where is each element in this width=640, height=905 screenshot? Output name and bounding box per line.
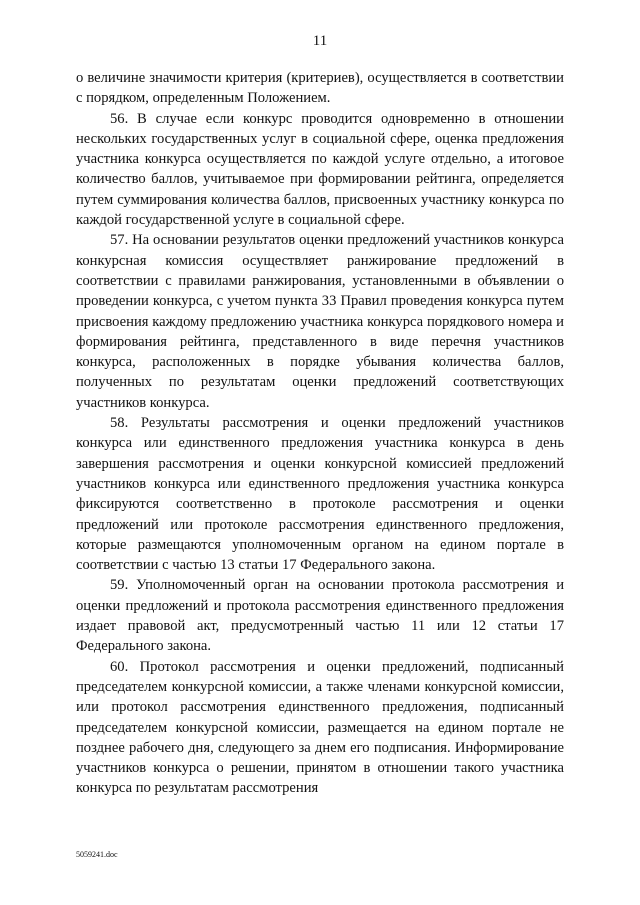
document-body	[76, 68, 564, 799]
paragraph-continuation: о величине значимости критерия (критериев), осуществляется в соответствии с порядком, определенным Положением.	[76, 70, 564, 107]
paragraph-item-58: 58. Результаты рассмотрения и оценки предложений участников конкурса или единственного предложения участника конкурса в день завершения рассмотрения и оценки конкурсной комиссией предложений участников конкурса или единственного предложения участника конкурса фиксируются соответственно в протоколе рассмотрения и оценки предложений или протоколе рассмотрения единственного предложения, которые размещаются уполномоченным органом на едином портале в соответствии с частью 13 статьи 17 Федерального закона.	[76, 415, 564, 574]
paragraph-item-60: 60. Протокол рассмотрения и оценки предложений, подписанный председателем конкурсной комиссии, а также членами конкурсной комиссии, или протокол рассмотрения единственного предложения, подписанный председателем конкурсной комиссии, размещается на едином портале не позднее рабочего дня, следующего за днем его подписания. Информирование участников конкурса о решении, принятом в отношении такого участника конкурса по результатам рассмотрения	[76, 658, 564, 797]
footer-doc-id: 5059241.doc	[76, 850, 118, 859]
paragraph-item-59: 59. Уполномоченный орган на основании протокола рассмотрения и оценки предложений и протокола рассмотрения единственного предложения издает правовой акт, предусмотренный частью 11 или 12 статьи 17 Федерального закона.	[76, 577, 564, 655]
paragraph-item-57: 57. На основании результатов оценки предложений участников конкурса конкурсная комиссия осуществляет ранжирование предложений в соответствии с правилами ранжирования, установленными в объявлении о проведении конкурса, с учетом пункта 33 Правил проведения конкурса путем присвоения каждому предложению участника конкурса порядкового номера и формирования рейтинга, представленного в виде перечня участников конкурса, расположенных в порядке убывания количества баллов, полученных по результатам оценки предложений соответствующих участников конкурса.	[76, 232, 564, 411]
paragraph-item-56: 56. В случае если конкурс проводится одновременно в отношении нескольких государственных услуг в социальной сфере, оценка предложения участника конкурса осуществляется по каждой услуге отдельно, а итоговое количество баллов, учитываемое при формировании рейтинга, определяется путем суммирования количества баллов, присвоенных участнику конкурса по каждой государственной услуге в социальной сфере.	[76, 110, 564, 229]
page-number: 11	[312, 33, 328, 49]
